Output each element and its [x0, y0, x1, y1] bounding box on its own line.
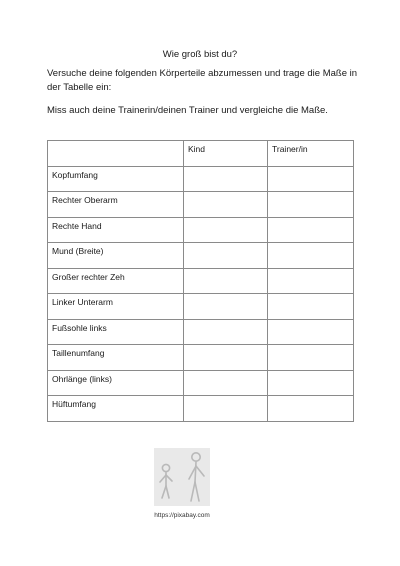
table-row: [48, 268, 354, 294]
intro-paragraph-2: Miss auch deine Trainerin/deinen Trainer und vergleiche die Maße.: [47, 105, 328, 116]
table-header-row: [48, 141, 354, 167]
kind-value-cell[interactable]: [184, 294, 268, 320]
image-source-link[interactable]: https://pixabay.com: [154, 512, 210, 519]
intro-paragraph-1: Versuche deine folgenden Körperteile abzumessen und trage die Maße in der Tabelle ein:: [47, 68, 358, 93]
row-label: Großer rechter Zeh: [48, 268, 184, 294]
table-row: [48, 166, 354, 192]
table-row: [48, 319, 354, 345]
kind-value-cell[interactable]: [184, 345, 268, 371]
kind-value-cell[interactable]: [184, 370, 268, 396]
table-row: [48, 243, 354, 269]
trainer-value-cell[interactable]: [268, 268, 354, 294]
kind-value-cell[interactable]: [184, 243, 268, 269]
trainer-value-cell[interactable]: [268, 217, 354, 243]
trainer-value-cell[interactable]: [268, 319, 354, 345]
table-row: [48, 370, 354, 396]
row-label: Mund (Breite): [48, 243, 184, 269]
kind-value-cell[interactable]: [184, 396, 268, 422]
row-label: Fußsohle links: [48, 319, 184, 345]
stick-figures-icon: [154, 448, 210, 506]
trainer-value-cell[interactable]: [268, 192, 354, 218]
table-row: [48, 217, 354, 243]
trainer-value-cell[interactable]: [268, 243, 354, 269]
kind-value-cell[interactable]: [184, 268, 268, 294]
row-label: Ohrlänge (links): [48, 370, 184, 396]
row-label: Taillenumfang: [48, 345, 184, 371]
kind-value-cell[interactable]: [184, 217, 268, 243]
page-title: Wie groß bist du?: [162, 49, 238, 60]
table-row: [48, 345, 354, 371]
measurement-table: [47, 140, 354, 422]
kind-value-cell[interactable]: [184, 192, 268, 218]
header-cell-trainer: Trainer/in: [268, 141, 354, 167]
kind-value-cell[interactable]: [184, 319, 268, 345]
table-row: [48, 294, 354, 320]
header-cell-label: [48, 141, 184, 167]
header-cell-kind: Kind: [184, 141, 268, 167]
row-label: Rechte Hand: [48, 217, 184, 243]
trainer-value-cell[interactable]: [268, 294, 354, 320]
row-label: Linker Unterarm: [48, 294, 184, 320]
row-label: Kopfumfang: [48, 166, 184, 192]
row-label: Rechter Oberarm: [48, 192, 184, 218]
kind-value-cell[interactable]: [184, 166, 268, 192]
trainer-value-cell[interactable]: [268, 396, 354, 422]
trainer-value-cell[interactable]: [268, 166, 354, 192]
table-row: [48, 192, 354, 218]
trainer-value-cell[interactable]: [268, 370, 354, 396]
row-label: Hüftumfang: [48, 396, 184, 422]
trainer-value-cell[interactable]: [268, 345, 354, 371]
table-row: [48, 396, 354, 422]
